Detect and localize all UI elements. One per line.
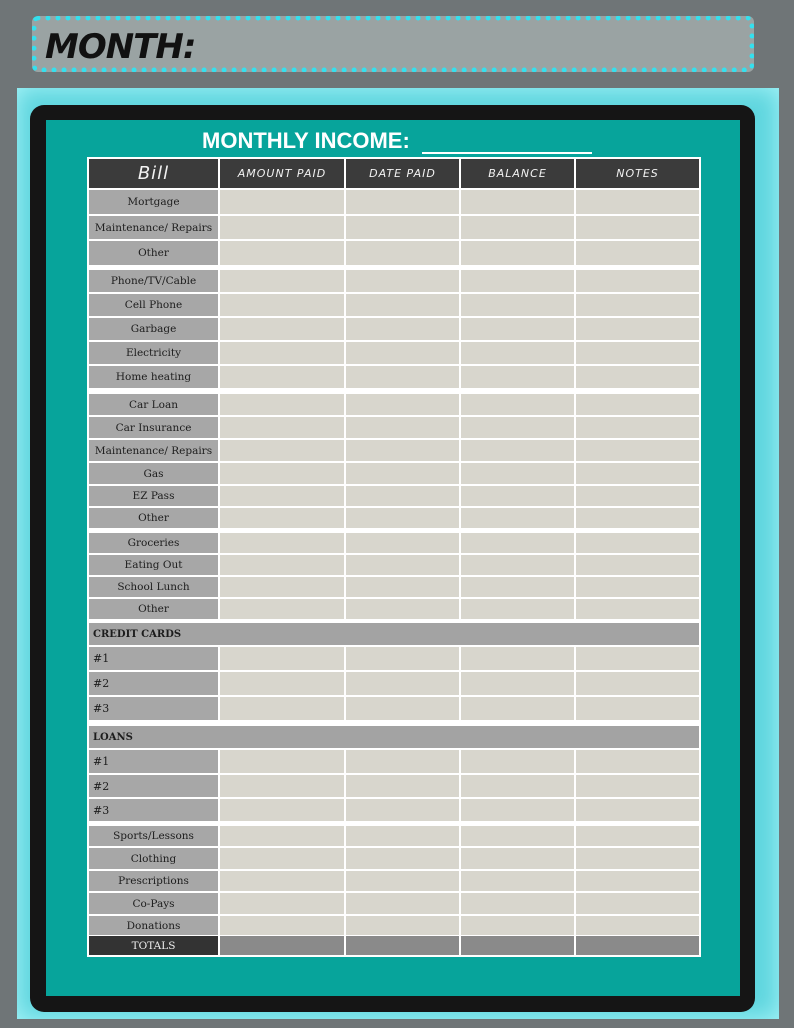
balance-cell[interactable]: [461, 270, 576, 292]
notes-cell[interactable]: [576, 916, 699, 935]
notes-cell[interactable]: [576, 394, 699, 415]
date-cell[interactable]: [346, 533, 461, 553]
amount-cell[interactable]: [220, 366, 346, 388]
date-cell[interactable]: [346, 647, 461, 670]
balance-cell[interactable]: [461, 893, 576, 914]
notes-cell[interactable]: [576, 647, 699, 670]
balance-cell[interactable]: [461, 508, 576, 528]
amount-cell[interactable]: [220, 826, 346, 846]
total-date-cell[interactable]: [346, 936, 461, 955]
bill-label: Other: [89, 508, 220, 528]
date-cell[interactable]: [346, 577, 461, 597]
balance-cell[interactable]: [461, 848, 576, 869]
table-row: [89, 555, 699, 575]
date-cell[interactable]: [346, 190, 461, 214]
bill-label: School Lunch: [89, 577, 220, 597]
date-cell[interactable]: [346, 241, 461, 265]
col-date-paid: DATE PAID: [346, 159, 461, 188]
amount-cell[interactable]: [220, 270, 346, 292]
amount-cell[interactable]: [220, 775, 346, 797]
bill-label: #3: [89, 799, 220, 821]
section-credit-cards: CREDIT CARDS: [89, 623, 699, 645]
bill-label: Donations: [89, 916, 220, 935]
notes-cell[interactable]: [576, 848, 699, 869]
bill-label: Garbage: [89, 318, 220, 340]
bill-label: Car Loan: [89, 394, 220, 415]
balance-cell[interactable]: [461, 647, 576, 670]
date-cell[interactable]: [346, 294, 461, 316]
table-row: [89, 848, 699, 869]
amount-cell[interactable]: [220, 190, 346, 214]
total-notes-cell[interactable]: [576, 936, 699, 955]
date-cell[interactable]: [346, 916, 461, 935]
amount-cell[interactable]: [220, 533, 346, 553]
bill-label: EZ Pass: [89, 486, 220, 506]
col-balance: BALANCE: [461, 159, 576, 188]
table-row: [89, 577, 699, 597]
date-cell[interactable]: [346, 848, 461, 869]
date-cell[interactable]: [346, 318, 461, 340]
bill-table: [87, 157, 701, 957]
table-row: [89, 318, 699, 340]
amount-cell[interactable]: [220, 599, 346, 619]
bill-label: Sports/Lessons: [89, 826, 220, 846]
balance-cell[interactable]: [461, 190, 576, 214]
balance-cell[interactable]: [461, 463, 576, 484]
date-cell[interactable]: [346, 366, 461, 388]
balance-cell[interactable]: [461, 577, 576, 597]
bill-label: Mortgage: [89, 190, 220, 214]
totals-label: TOTALS: [89, 936, 220, 955]
bill-label: Maintenance/ Repairs: [89, 440, 220, 461]
table-row: [89, 342, 699, 364]
col-bill: Bill: [89, 159, 220, 188]
notes-cell[interactable]: [576, 342, 699, 364]
balance-cell[interactable]: [461, 916, 576, 935]
table-row: [89, 599, 699, 619]
table-row: [89, 270, 699, 292]
amount-cell[interactable]: [220, 555, 346, 575]
notes-cell[interactable]: [576, 893, 699, 914]
bill-label: Car Insurance: [89, 417, 220, 438]
balance-cell[interactable]: [461, 318, 576, 340]
balance-cell[interactable]: [461, 697, 576, 720]
bill-label: Other: [89, 241, 220, 265]
total-balance-cell[interactable]: [461, 936, 576, 955]
date-cell[interactable]: [346, 417, 461, 438]
notes-cell[interactable]: [576, 463, 699, 484]
date-cell[interactable]: [346, 440, 461, 461]
notes-cell[interactable]: [576, 533, 699, 553]
bill-label: Cell Phone: [89, 294, 220, 316]
date-cell[interactable]: [346, 599, 461, 619]
amount-cell[interactable]: [220, 241, 346, 265]
table-row: [89, 241, 699, 265]
bill-label: #1: [89, 647, 220, 670]
notes-cell[interactable]: [576, 826, 699, 846]
bill-label: Home heating: [89, 366, 220, 388]
balance-cell[interactable]: [461, 417, 576, 438]
monthly-income-label: MONTHLY INCOME:: [202, 128, 410, 153]
balance-cell[interactable]: [461, 533, 576, 553]
date-cell[interactable]: [346, 508, 461, 528]
bill-label: Groceries: [89, 533, 220, 553]
date-cell[interactable]: [346, 826, 461, 846]
table-row: [89, 417, 699, 438]
month-label: MONTH:: [45, 27, 196, 67]
date-cell[interactable]: [346, 672, 461, 695]
amount-cell[interactable]: [220, 916, 346, 935]
month-field[interactable]: [32, 16, 754, 72]
balance-cell[interactable]: [461, 366, 576, 388]
table-row: [89, 916, 699, 935]
balance-cell[interactable]: [461, 799, 576, 821]
bill-label: #2: [89, 672, 220, 695]
balance-cell[interactable]: [461, 440, 576, 461]
notes-cell[interactable]: [576, 577, 699, 597]
amount-cell[interactable]: [220, 799, 346, 821]
table-row: [89, 697, 699, 720]
notes-cell[interactable]: [576, 486, 699, 506]
balance-cell[interactable]: [461, 672, 576, 695]
monthly-income-field[interactable]: [422, 152, 592, 154]
table-row: [89, 533, 699, 553]
table-row: [89, 190, 699, 214]
date-cell[interactable]: [346, 799, 461, 821]
section-loans: LOANS: [89, 726, 699, 748]
notes-cell[interactable]: [576, 697, 699, 720]
table-row: [89, 672, 699, 695]
bill-label: Eating Out: [89, 555, 220, 575]
table-row: [89, 647, 699, 670]
table-row: [89, 775, 699, 797]
balance-cell[interactable]: [461, 555, 576, 575]
balance-cell[interactable]: [461, 871, 576, 891]
date-cell[interactable]: [346, 750, 461, 773]
bill-label: Other: [89, 599, 220, 619]
notes-cell[interactable]: [576, 799, 699, 821]
table-row: [89, 893, 699, 914]
date-cell[interactable]: [346, 463, 461, 484]
amount-cell[interactable]: [220, 848, 346, 869]
table-row: [89, 508, 699, 528]
notes-cell[interactable]: [576, 871, 699, 891]
bill-label: #3: [89, 697, 220, 720]
amount-cell[interactable]: [220, 647, 346, 670]
balance-cell[interactable]: [461, 294, 576, 316]
notes-cell[interactable]: [576, 555, 699, 575]
balance-cell[interactable]: [461, 394, 576, 415]
notes-cell[interactable]: [576, 294, 699, 316]
notes-cell[interactable]: [576, 417, 699, 438]
table-row: [89, 799, 699, 821]
balance-cell[interactable]: [461, 241, 576, 265]
bill-label: #2: [89, 775, 220, 797]
amount-cell[interactable]: [220, 486, 346, 506]
bill-label: Prescriptions: [89, 871, 220, 891]
amount-cell[interactable]: [220, 750, 346, 773]
amount-cell[interactable]: [220, 394, 346, 415]
col-notes: NOTES: [576, 159, 699, 188]
notes-cell[interactable]: [576, 672, 699, 695]
bill-label: Maintenance/ Repairs: [89, 216, 220, 239]
balance-cell[interactable]: [461, 216, 576, 239]
table-row: [89, 826, 699, 846]
balance-cell[interactable]: [461, 342, 576, 364]
notes-cell[interactable]: [576, 241, 699, 265]
notes-cell[interactable]: [576, 190, 699, 214]
table-row: [89, 750, 699, 773]
amount-cell[interactable]: [220, 871, 346, 891]
amount-cell[interactable]: [220, 672, 346, 695]
notes-cell[interactable]: [576, 440, 699, 461]
notes-cell[interactable]: [576, 270, 699, 292]
balance-cell[interactable]: [461, 826, 576, 846]
notes-cell[interactable]: [576, 318, 699, 340]
table-row: [89, 394, 699, 415]
date-cell[interactable]: [346, 394, 461, 415]
amount-cell[interactable]: [220, 463, 346, 484]
date-cell[interactable]: [346, 697, 461, 720]
date-cell[interactable]: [346, 216, 461, 239]
bill-label: Phone/TV/Cable: [89, 270, 220, 292]
table-row: [89, 440, 699, 461]
date-cell[interactable]: [346, 486, 461, 506]
totals-row: [89, 936, 699, 955]
bill-label: Clothing: [89, 848, 220, 869]
bill-label: #1: [89, 750, 220, 773]
amount-cell[interactable]: [220, 417, 346, 438]
amount-cell[interactable]: [220, 216, 346, 239]
table-row: [89, 366, 699, 388]
notes-cell[interactable]: [576, 216, 699, 239]
table-row: [89, 463, 699, 484]
notes-cell[interactable]: [576, 775, 699, 797]
notes-cell[interactable]: [576, 508, 699, 528]
table-row: [89, 216, 699, 239]
balance-cell[interactable]: [461, 750, 576, 773]
table-header: [89, 159, 699, 188]
amount-cell[interactable]: [220, 893, 346, 914]
date-cell[interactable]: [346, 775, 461, 797]
amount-cell[interactable]: [220, 577, 346, 597]
table-row: [89, 486, 699, 506]
table-row: [89, 294, 699, 316]
amount-cell[interactable]: [220, 318, 346, 340]
col-amount-paid: AMOUNT PAID: [220, 159, 346, 188]
amount-cell[interactable]: [220, 294, 346, 316]
balance-cell[interactable]: [461, 599, 576, 619]
date-cell[interactable]: [346, 871, 461, 891]
table-row: [89, 871, 699, 891]
total-amount-cell[interactable]: [220, 936, 346, 955]
date-cell[interactable]: [346, 555, 461, 575]
bill-label: Gas: [89, 463, 220, 484]
balance-cell[interactable]: [461, 775, 576, 797]
date-cell[interactable]: [346, 270, 461, 292]
notes-cell[interactable]: [576, 750, 699, 773]
amount-cell[interactable]: [220, 508, 346, 528]
bill-label: Electricity: [89, 342, 220, 364]
balance-cell[interactable]: [461, 486, 576, 506]
date-cell[interactable]: [346, 893, 461, 914]
amount-cell[interactable]: [220, 342, 346, 364]
date-cell[interactable]: [346, 342, 461, 364]
amount-cell[interactable]: [220, 440, 346, 461]
bill-label: Co-Pays: [89, 893, 220, 914]
amount-cell[interactable]: [220, 697, 346, 720]
notes-cell[interactable]: [576, 599, 699, 619]
notes-cell[interactable]: [576, 366, 699, 388]
